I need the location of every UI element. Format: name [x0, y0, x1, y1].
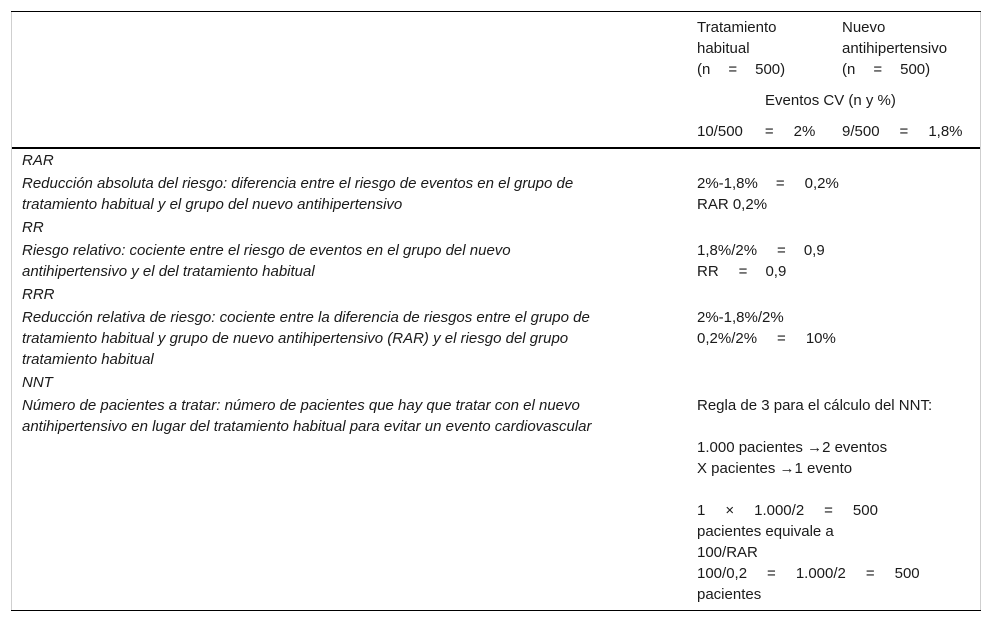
- col1-events-left: 10/500: [697, 123, 743, 140]
- header-col2-n-label: (n: [842, 61, 856, 78]
- header-col2-n: [842, 59, 930, 80]
- nnt-calc-c: 100/RAR: [697, 544, 758, 561]
- rr-calc1-left: 1,8%/2%: [697, 242, 758, 259]
- rar-calc1-eq: =: [775, 175, 785, 192]
- rrr-desc-line1: Reducción relativa de riesgo: cociente entre la diferencia de riesgos entre el grupo de: [22, 309, 590, 326]
- nnt-calc-e: pacientes: [697, 586, 762, 603]
- header-col2-n-value: 500): [900, 61, 931, 78]
- rar-calc1: [697, 173, 839, 194]
- nnt-term: NNT: [22, 374, 53, 391]
- rrr-calc2: [697, 328, 836, 349]
- nnt-desc-line1: Número de pacientes a tratar: número de pacientes que hay que tratar con el nuevo: [22, 397, 580, 414]
- nnt-calc-d-eq1: =: [767, 565, 776, 582]
- rr-calc1-eq: =: [777, 242, 786, 259]
- header-col1-line1: Tratamiento: [697, 19, 777, 36]
- rr-calc2: [697, 261, 786, 282]
- header-col2-line1: Nuevo: [842, 19, 886, 36]
- header-col1-n-eq: =: [728, 61, 738, 78]
- rar-term: RAR: [22, 152, 54, 169]
- header-col1-n-value: 500): [755, 61, 786, 78]
- col1-events-eq: =: [764, 123, 774, 140]
- nnt-calc-b: pacientes equivale a: [697, 523, 834, 540]
- table-left-border: [11, 12, 12, 610]
- nnt-desc-line2: antihipertensivo en lugar del tratamiento habitual para evitar un evento cardiovascular: [22, 418, 592, 435]
- nnt-calc-d-3: 500: [894, 565, 920, 582]
- header-col1-events: [697, 121, 815, 142]
- table-top-rule: [11, 11, 981, 12]
- col1-events-right: 2%: [793, 123, 816, 140]
- col2-events-left: 9/500: [842, 123, 880, 140]
- rrr-calc1: 2%-1,8%/2%: [697, 309, 784, 326]
- rr-desc-line2: antihipertensivo y el del tratamiento habitual: [22, 263, 315, 280]
- rrr-calc2-eq: =: [777, 330, 786, 347]
- nnt-calc-d-eq2: =: [865, 565, 875, 582]
- rar-desc-line2: tratamiento habitual y el grupo del nuevo antihipertensivo: [22, 196, 403, 213]
- rr-term: RR: [22, 219, 44, 236]
- header-col1-n-label: (n: [697, 61, 711, 78]
- header-col1-line2: habitual: [697, 40, 750, 57]
- header-bottom-rule: [11, 147, 981, 149]
- nnt-calc-a-3: 500: [852, 502, 878, 519]
- rr-calc1-right: 0,9: [803, 242, 825, 259]
- nnt-line-b: X pacientes →1 evento: [697, 460, 853, 477]
- header-col2-events: [842, 121, 963, 142]
- rr-desc-line1: Riesgo relativo: cociente entre el riesgo de eventos en el grupo del nuevo: [22, 242, 511, 259]
- table-right-border: [980, 12, 981, 610]
- nnt-calc-d: [697, 563, 920, 584]
- rar-calc1-left: 2%-1,8%: [697, 175, 758, 192]
- rar-desc-line1: Reducción absoluta del riesgo: diferencia entre el riesgo de eventos en el grupo de: [22, 175, 574, 192]
- rr-calc2-eq: =: [738, 263, 748, 280]
- nnt-calc-a-1: 1: [697, 502, 706, 519]
- nnt-calc-a-op: ×: [725, 502, 735, 519]
- rr-calc2-left: RR: [697, 263, 719, 280]
- header-col1-n: [697, 59, 785, 80]
- nnt-calc-d-2: 1.000/2: [795, 565, 846, 582]
- nnt-rule-title: Regla de 3 para el cálculo del NNT:: [697, 397, 933, 414]
- rr-calc1: [697, 240, 825, 261]
- rr-calc2-right: 0,9: [765, 263, 787, 280]
- nnt-calc-a-eq: =: [824, 502, 833, 519]
- rar-calc2: RAR 0,2%: [697, 196, 768, 213]
- header-col2-n-eq: =: [873, 61, 883, 78]
- nnt-line-a: 1.000 pacientes →2 eventos: [697, 439, 888, 456]
- col2-events-eq: =: [899, 123, 909, 140]
- rrr-term: RRR: [22, 286, 55, 303]
- rrr-desc-line3: tratamiento habitual: [22, 351, 154, 368]
- rar-calc1-right: 0,2%: [804, 175, 839, 192]
- rrr-calc2-left: 0,2%/2%: [697, 330, 758, 347]
- rrr-calc2-right: 10%: [805, 330, 836, 347]
- nnt-calc-d-1: 100/0,2: [697, 565, 748, 582]
- nnt-calc-a: [697, 500, 878, 521]
- header-events-label: Eventos CV (n y %): [765, 92, 896, 109]
- table-bottom-rule: [11, 610, 981, 611]
- col2-events-right: 1,8%: [928, 123, 963, 140]
- rrr-desc-line2: tratamiento habitual y grupo de nuevo antihipertensivo (RAR) y el riesgo del grupo: [22, 330, 569, 347]
- nnt-calc-a-2: 1.000/2: [754, 502, 805, 519]
- header-col2-line2: antihipertensivo: [842, 40, 948, 57]
